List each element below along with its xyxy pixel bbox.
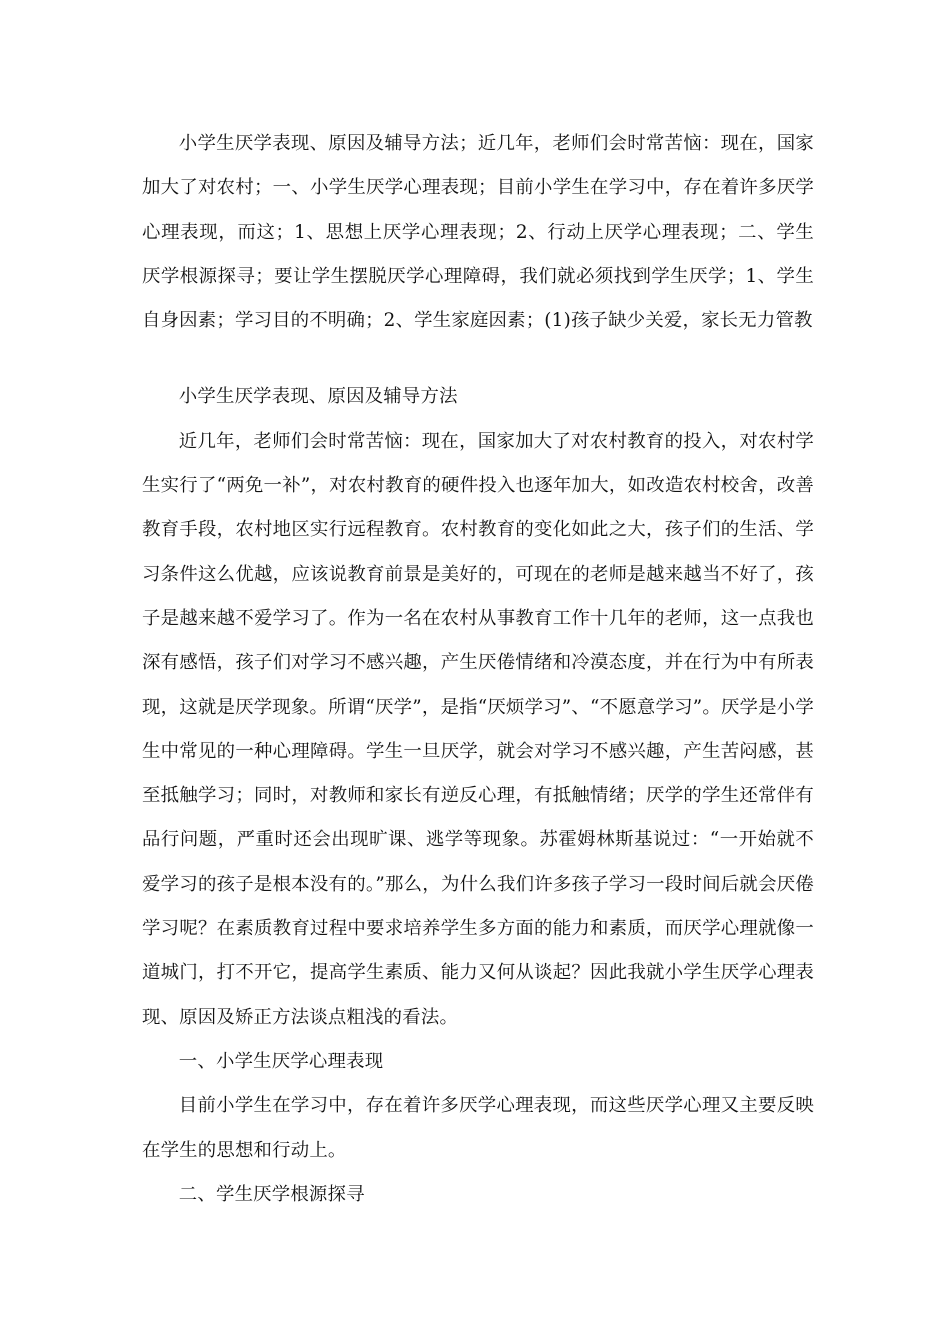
document-body <box>142 122 814 1217</box>
document-title: 小学生厌学表现、原因及辅导方法 <box>178 386 458 408</box>
section-1-heading: 一、小学生厌学心理表现 <box>178 1050 384 1072</box>
intro-paragraph: 近几年，老师们会时常苦恼：现在，国家加大了对农村教育的投入，对农村学生实行了“两免一补”，对农村教育的硬件投入也逐年加大，如改造农村校舍，改善教育手段，农村地区实行远程教育。农村教育的变化如此之大，孩子们的生活、学习条件这么优越，应该说教育前景是美好的，可现在的老师是越来越当不好了，孩子是越来越不爱学习了。作为一名在农村从事教育工作十几年的老师，这一点我也深有感悟，孩子们对学习不感兴趣，产生厌倦情绪和冷漠态度，并在行为中有所表现，这就是厌学现象。所谓“厌学”，是指“厌烦学习”、“不愿意学习”。厌学是小学生中常见的一种心理障碍。学生一旦厌学，就会对学习不感兴趣，产生苦闷感，甚至抵触学习；同时，对教师和家长有逆反心理，有抵触情绪；厌学的学生还常伴有品行问题，严重时还会出现旷课、逃学等现象。苏霍姆林斯基说过：“一开始就不爱学习的孩子是根本没有的。”那么，为什么我们许多孩子学习一段时间后就会厌倦学习呢？在素质教育过程中要求培养学生多方面的能力和素质，而厌学心理就像一道城门，打不开它，提高学生素质、能力又何从谈起？因此我就小学生厌学心理表现、原因及矫正方法谈点粗浅的看法。 <box>142 430 814 1028</box>
section-1-paragraph: 目前小学生在学习中，存在着许多厌学心理表现，而这些厌学心理又主要反映在学生的思想和行动上。 <box>142 1095 814 1161</box>
section-2-heading: 二、学生厌学根源探寻 <box>178 1183 365 1205</box>
abstract-paragraph: 小学生厌学表现、原因及辅导方法；近几年，老师们会时常苦恼：现在，国家加大了对农村；一、小学生厌学心理表现；目前小学生在学习中，存在着许多厌学心理表现，而这；1、思想上厌学心理表现；2、行动上厌学心理表现；二、学生厌学根源探寻；要让学生摆脱厌学心理障碍，我们就必须找到学生厌学；1、学生自身因素；学习目的不明确；2、学生家庭因素；(1)孩子缺少关爱，家长无力管教 <box>142 133 814 332</box>
